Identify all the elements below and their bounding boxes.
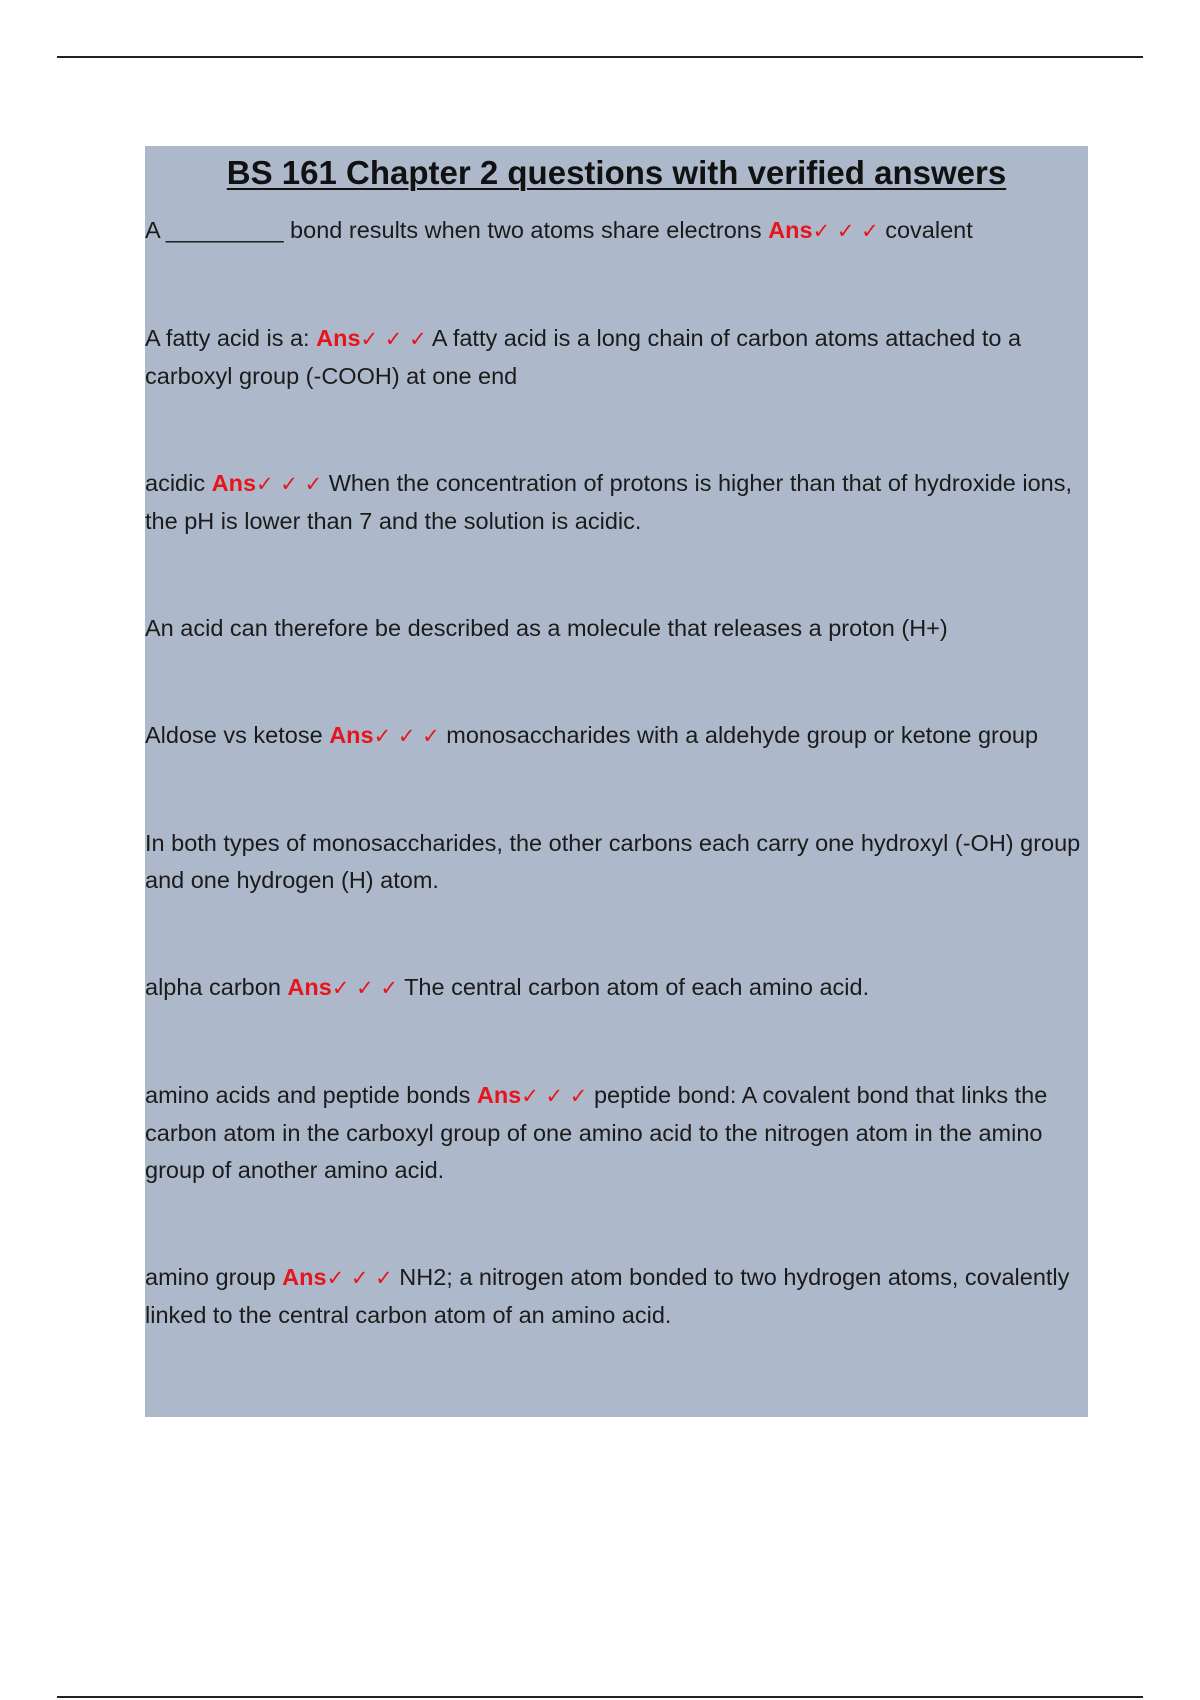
- note-entry: [145, 825, 1088, 899]
- footer-rule: [57, 1696, 1143, 1698]
- header-rule: [57, 56, 1143, 58]
- qa-entry: [145, 1077, 1088, 1189]
- ans-label: Ans: [768, 217, 813, 243]
- qa-entry: [145, 320, 1088, 395]
- qa-entry: [145, 969, 1088, 1007]
- checkmark-icon: ✓ ✓ ✓: [373, 724, 440, 748]
- checkmark-icon: ✓ ✓ ✓: [331, 976, 398, 1000]
- answer-text: A fatty acid is a long chain of carbon atoms attached to a carboxyl group (-COOH) at one end: [145, 325, 1022, 389]
- content-panel: [145, 146, 1088, 1417]
- question-text: Aldose vs ketose: [145, 722, 323, 748]
- ans-label: Ans: [282, 1264, 327, 1290]
- ans-label: Ans: [316, 325, 361, 351]
- ans-label: Ans: [211, 470, 257, 496]
- qa-entry: [145, 465, 1088, 540]
- ans-label: Ans: [287, 974, 332, 1000]
- checkmark-icon: ✓ ✓ ✓: [521, 1084, 588, 1108]
- answer-text: covalent: [885, 217, 973, 243]
- question-text: alpha carbon: [145, 974, 281, 1000]
- answer-text: NH2; a nitrogen atom bonded to two hydrogen atoms, covalently linked to the central carbon atom of an amino acid.: [145, 1264, 1070, 1328]
- question-text: A fatty acid is a:: [145, 325, 310, 351]
- checkmark-icon: ✓ ✓ ✓: [256, 472, 323, 496]
- question-text: acidic: [145, 470, 206, 496]
- note-text: In both types of monosaccharides, the other carbons each carry one hydroxyl (-OH) group and one hydrogen (H) atom.: [145, 830, 1081, 893]
- question-text: amino acids and peptide bonds: [145, 1082, 471, 1108]
- checkmark-icon: ✓ ✓ ✓: [326, 1266, 393, 1290]
- checkmark-icon: ✓ ✓ ✓: [812, 219, 879, 243]
- document-title: BS 161 Chapter 2 questions with verified answers: [226, 154, 1007, 191]
- ans-label: Ans: [476, 1082, 522, 1108]
- answer-text: When the concentration of protons is higher than that of hydroxide ions, the pH is lower than 7 and the solution is acidic.: [145, 470, 1073, 534]
- qa-entry: [145, 212, 1088, 250]
- checkmark-icon: ✓ ✓ ✓: [360, 327, 427, 351]
- qa-entry: [145, 1259, 1088, 1334]
- ans-label: Ans: [329, 722, 374, 748]
- note-text: An acid can therefore be described as a molecule that releases a proton (H+): [145, 615, 948, 641]
- answer-text: monosaccharides with a aldehyde group or ketone group: [446, 722, 1039, 748]
- question-text: amino group: [145, 1264, 276, 1290]
- qa-entry: [145, 717, 1088, 755]
- answer-text: peptide bond: A covalent bond that links the carbon atom in the carboxyl group of one amino acid to the nitrogen atom in the amino group of another amino acid.: [145, 1082, 1048, 1183]
- answer-text: The central carbon atom of each amino acid.: [404, 974, 870, 1000]
- question-text: A _________ bond results when two atoms share electrons: [145, 217, 762, 243]
- note-entry: [145, 610, 1088, 647]
